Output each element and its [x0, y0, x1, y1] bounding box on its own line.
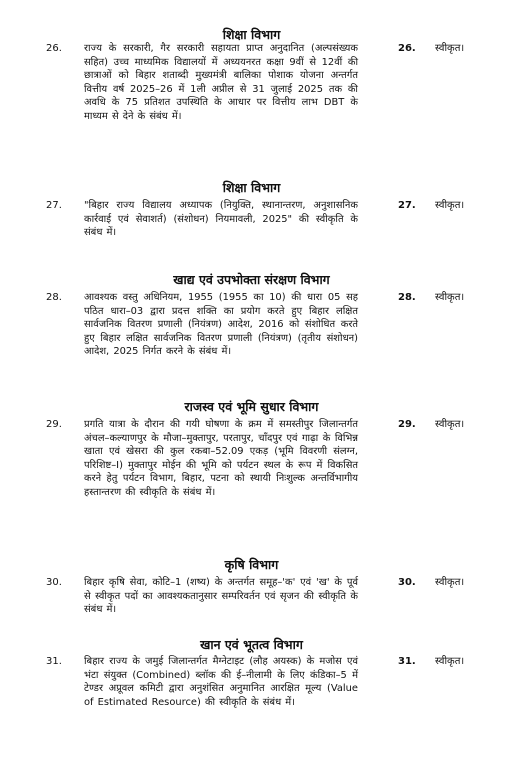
status-text: स्वीकृत।: [435, 200, 465, 211]
item-text: आवश्यक वस्तु अधिनियम, 1955 (1955 का 10) की धारा 05 सह पठित धारा–03 द्वारा प्रदत्त शक्ति का प्रयोग करते हुए बिहार लक्षित सार्वजनिक वितरण प्रणाली (नियंत्रण) आदेश, 2016 को संशोधित करते हुए बिहार लक्षित सार्वजनिक वितरण प्रणाली (नियंत्रण) (तृतीय संशोधन) आदेश, 2025 निर्गत करने के संबंध में।: [84, 292, 358, 358]
ref-number: 30.: [398, 577, 416, 588]
department-heading: शिक्षा विभाग: [222, 27, 281, 42]
item-text: बिहार कृषि सेवा, कोटि–1 (शष्य) के अन्तर्गत समूह–'क' एवं 'ख' के पूर्व से स्वीकृत पदों का आवश्यकतानुसार सम्परिवर्तन एवं सृजन की स्वीकृति के संबंध में।: [84, 577, 358, 616]
item-text: राज्य के सरकारी, गैर सरकारी सहायता प्राप्त अनुदानित (अल्पसंख्यक सहित) उच्च माध्यमिक विद्यालयों में अध्ययनरत कक्षा 9वीं से 12वीं की छात्राओं को बिहार शताब्दी मुख्यमंत्री बालिका पोशाक योजना अन्तर्गत वित्तीय वर्ष 2025–26 में 1ली अप्रील से 31 जुलाई 2025 तक की अवधि के 75 प्रतिशत उपस्थिति के आधार पर वित्तीय लाभ DBT के माध्यम से देने के संबंध में।: [84, 43, 358, 122]
ref-number: 29.: [398, 419, 416, 430]
department-heading: कृषि विभाग: [224, 557, 279, 572]
item-number: 31.: [46, 656, 62, 667]
item-text: "बिहार राज्य विद्यालय अध्यापक (नियुक्ति, स्थानान्तरण, अनुशासनिक कार्रवाई एवं सेवाशर्त) (संशोधन) नियमावली, 2025" की स्वीकृति के संबंध में।: [84, 200, 358, 239]
ref-number: 28.: [398, 292, 416, 303]
department-heading: राजस्व एवं भूमि सुधार विभाग: [184, 399, 319, 414]
department-heading: खान एवं भूतत्व विभाग: [200, 637, 303, 652]
ref-number: 31.: [398, 656, 416, 667]
status-text: स्वीकृत।: [435, 292, 465, 303]
item-text: प्रगति यात्रा के दौरान की गयी घोषणा के क्रम में समस्तीपुर जिलान्तर्गत अंचल–कल्याणपुर के मौजा–मुक्तापुर, परतापुर, चाँदपुर एवं गाढ़ा के विभिन्न खाता एवं खेसरा की कुल रकबा–52.09 एकड़ (भूमि विवरणी संलग्न, परिशिष्ट–I) मुक्तापुर मोईन की भूमि को पर्यटन स्थल के रूप में विकसित करने हेतु पर्यटन विभाग, बिहार, पटना को स्थायी निःशुल्क अन्तर्विभागीय हस्तान्तरण की स्वीकृति के संबंध में।: [84, 419, 358, 498]
department-heading: शिक्षा विभाग: [222, 180, 281, 195]
status-text: स्वीकृत।: [435, 43, 465, 54]
ref-number: 26.: [398, 43, 416, 54]
item-number: 30.: [46, 577, 62, 588]
item-text: बिहार राज्य के जमुई जिलान्तर्गत मैग्नेटाइट (लौह अयस्क) के मजोस एवं भंटा संयुक्त (Combined) ब्लॉक की ई–नीलामी के लिए कंडिका–5 में टेण्डर अप्रूवल कमिटी द्वारा अनुशंसित अनुमानित आरक्षित मूल्य (Value of Estimated Resource) की स्वीकृति के संबंध में।: [84, 656, 358, 708]
ref-number: 27.: [398, 200, 416, 211]
status-text: स्वीकृत।: [435, 656, 465, 667]
item-number: 27.: [46, 200, 62, 211]
status-text: स्वीकृत।: [435, 419, 465, 430]
status-text: स्वीकृत।: [435, 577, 465, 588]
item-number: 29.: [46, 419, 62, 430]
item-number: 28.: [46, 292, 62, 303]
department-heading: खाद्य एवं उपभोक्ता संरक्षण विभाग: [173, 272, 330, 287]
item-number: 26.: [46, 43, 62, 54]
